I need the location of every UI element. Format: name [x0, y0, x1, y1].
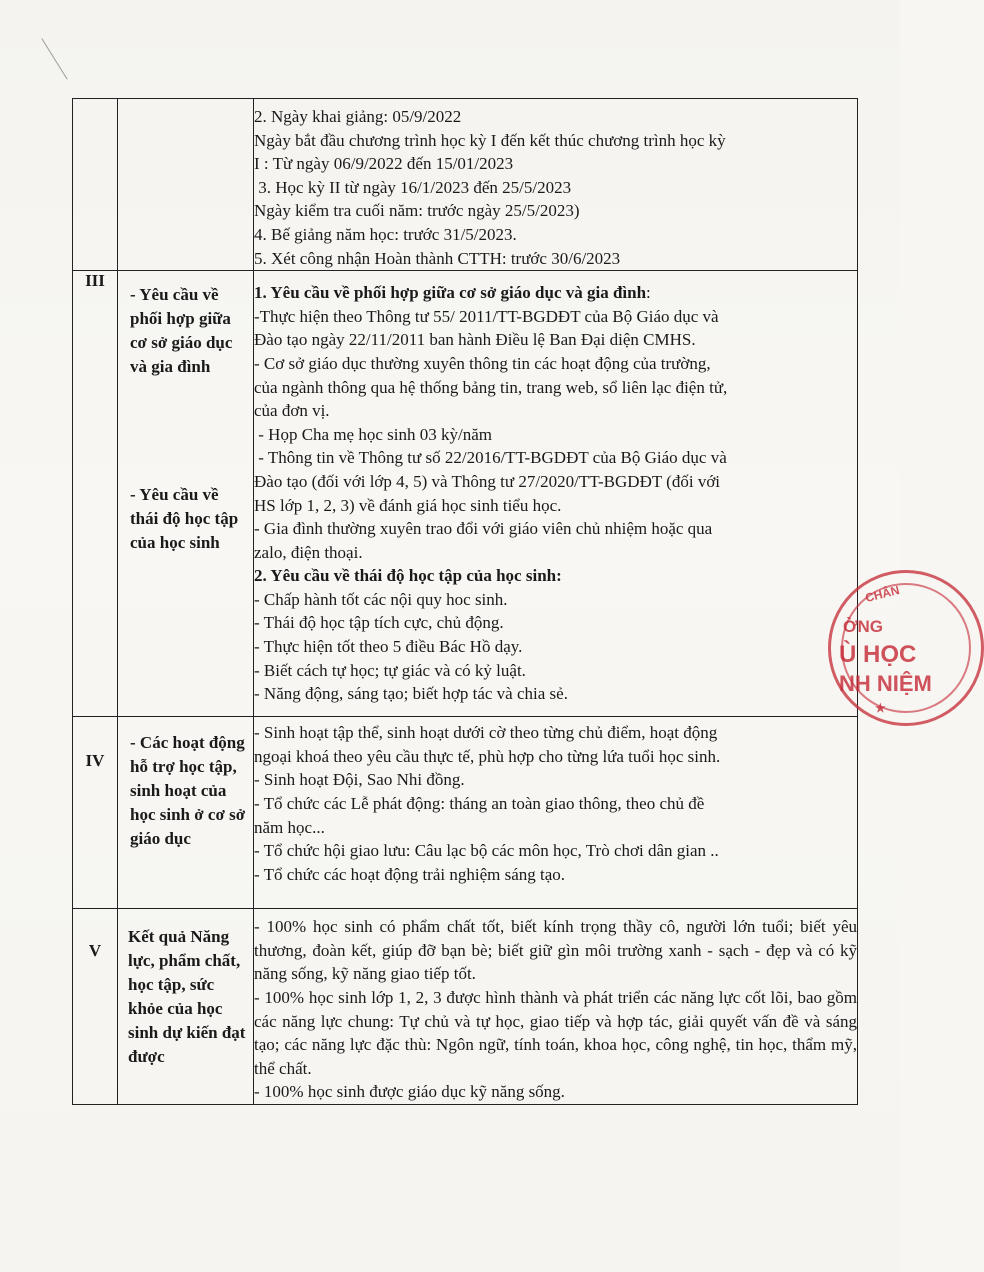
corner-fold-mark: [41, 24, 89, 79]
stamp-text: NH NIỆM: [839, 671, 932, 696]
cooperation-line: Đào tạo (đối với lớp 4, 5) và Thông tư 27/2020/TT-BGDĐT (đối với: [254, 471, 721, 491]
section-number: V: [73, 909, 118, 1105]
activity-line: năm học...: [254, 817, 325, 837]
cooperation-line: của đơn vị.: [254, 401, 330, 421]
item-cell-empty: [118, 99, 254, 271]
activity-line: - Sinh hoạt Đội, Sao Nhi đồng.: [254, 770, 465, 790]
heading-cooperation: [254, 281, 857, 305]
activity-line: - Tổ chức các hoạt động trải nghiệm sáng tạo.: [254, 864, 566, 884]
schedule-line: 3. Học kỳ II từ ngày 16/1/2023 đến 25/5/2023: [254, 177, 572, 197]
activity-line: ngoại khoá theo yêu cầu thực tế, phù hợp cho từng lứa tuổi học sinh.: [254, 746, 721, 766]
item-cell-section-4: [118, 717, 254, 909]
attitude-line: - Năng động, sáng tạo; biết hợp tác và chia sẻ.: [254, 684, 568, 704]
item-label-attitude: - Yêu cầu về thái độ học tập của học sinh: [130, 485, 239, 553]
content-cell-section-5: [254, 909, 858, 1105]
cooperation-line: zalo, điện thoại.: [254, 542, 363, 562]
schedule-line: 4. Bế giảng năm học: trước 31/5/2023.: [254, 224, 517, 244]
item-label-cooperation: - Yêu cầu về phối hợp giữa cơ sở giáo dục và gia đình: [130, 285, 233, 377]
stamp-text: Ù HỌC: [839, 641, 917, 668]
table-row-section-5: [73, 909, 858, 1105]
section-number: III: [73, 271, 118, 717]
section-number: IV: [73, 717, 118, 909]
heading-cooperation-text: 1. Yêu cầu về phối hợp giữa cơ sở giáo dục và gia đình: [254, 283, 647, 303]
content-cell-schedule: [254, 99, 858, 271]
schedule-line: 2. Ngày khai giảng: 05/9/2022: [254, 107, 462, 126]
stamp-text: ỜNG: [843, 617, 884, 636]
table-row-continuation: [73, 99, 858, 271]
item-cell-section-3: [118, 271, 254, 717]
attitude-line: - Thái độ học tập tích cực, chủ động.: [254, 613, 504, 633]
table-row-section-4: [73, 717, 858, 909]
content-cell-section-4: [254, 717, 858, 909]
activity-line: - Tổ chức hội giao lưu: Câu lạc bộ các môn học, Trò chơi dân gian ..: [254, 841, 719, 861]
item-label-support-activities: - Các hoạt động hỗ trợ học tập, sinh hoạt của học sinh ở cơ sở giáo dục: [130, 733, 246, 849]
cooperation-line: HS lớp 1, 2, 3) về đánh giá học sinh tiểu học.: [254, 495, 562, 515]
cooperation-line: -Thực hiện theo Thông tư 55/ 2011/TT-BGDĐT của Bộ Giáo dục và: [254, 306, 719, 326]
table-row-section-3: [73, 271, 858, 717]
attitude-line: - Biết cách tự học; tự giác và có kỷ luật.: [254, 660, 526, 680]
stamp-star-icon: ★: [875, 701, 886, 715]
cooperation-line: - Gia đình thường xuyên trao đổi với giáo viên chủ nhiệm hoặc qua: [254, 519, 713, 539]
plan-table: [72, 98, 858, 1105]
item-cell-section-5: [118, 909, 254, 1105]
cooperation-line: của ngành thông qua hệ thống bảng tin, trang web, sổ liên lạc điện tử,: [254, 377, 728, 397]
cooperation-line: - Họp Cha mẹ học sinh 03 kỳ/năm: [254, 424, 492, 444]
red-seal-stamp: [828, 570, 984, 726]
schedule-line: Ngày kiểm tra cuối năm: trước ngày 25/5/2023): [254, 201, 580, 221]
result-paragraph: - 100% học sinh có phẩm chất tốt, biết kính trọng thầy cô, người lớn tuổi; biết yêu thương, đoàn kết, giúp đỡ bạn bè; biết giữ gìn môi trường xanh - sạch - đẹp và có kỹ năng sống, kỹ năng giao tiếp tốt.: [254, 917, 857, 984]
content-cell-section-3: [254, 271, 858, 717]
schedule-line: Ngày bắt đầu chương trình học kỳ I đến kết thúc chương trình học kỳ: [254, 130, 726, 150]
stamp-text: CHÂN: [863, 583, 901, 605]
attitude-line: - Thực hiện tốt theo 5 điều Bác Hồ dạy.: [254, 637, 523, 657]
activity-line: - Sinh hoạt tập thể, sinh hoạt dưới cờ theo từng chủ điểm, hoạt động: [254, 723, 718, 743]
schedule-line: 5. Xét công nhận Hoàn thành CTTH: trước 30/6/2023: [254, 248, 621, 268]
result-paragraph: - 100% học sinh lớp 1, 2, 3 được hình thành và phát triển các năng lực cốt lõi, bao gồm các năng lực chung: Tự chủ và tự học, giao tiếp và hợp tác, giải quyết vấn đề và sáng tạo; các năng lực đặc thù: Ngôn ngữ, tính toán, khoa học, công nghệ, tin học, thẩm mỹ, thể chất.: [254, 987, 857, 1078]
cooperation-line: - Cơ sở giáo dục thường xuyên thông tin các hoạt động của trường,: [254, 353, 711, 373]
result-paragraph: - 100% học sinh được giáo dục kỹ năng sống.: [254, 1082, 565, 1102]
activity-line: - Tổ chức các Lễ phát động: tháng an toàn giao thông, theo chủ đề: [254, 793, 705, 813]
heading-attitude: 2. Yêu cầu về thái độ học tập của học sinh:: [254, 566, 562, 586]
attitude-line: - Chấp hành tốt các nội quy hoc sinh.: [254, 589, 508, 609]
schedule-line: I : Từ ngày 06/9/2022 đến 15/01/2023: [254, 154, 514, 174]
cooperation-line: - Thông tin về Thông tư số 22/2016/TT-BGDĐT của Bộ Giáo dục và: [254, 448, 727, 468]
number-cell-empty: [73, 99, 118, 271]
cooperation-line: Đào tạo ngày 22/11/2011 ban hành Điều lệ Ban Đại diện CMHS.: [254, 330, 696, 350]
heading-cooperation-colon: :: [646, 283, 651, 303]
item-label-expected-results: Kết quả Năng lực, phẩm chất, học tập, sức khỏe của học sinh dự kiến đạt được: [128, 927, 246, 1067]
